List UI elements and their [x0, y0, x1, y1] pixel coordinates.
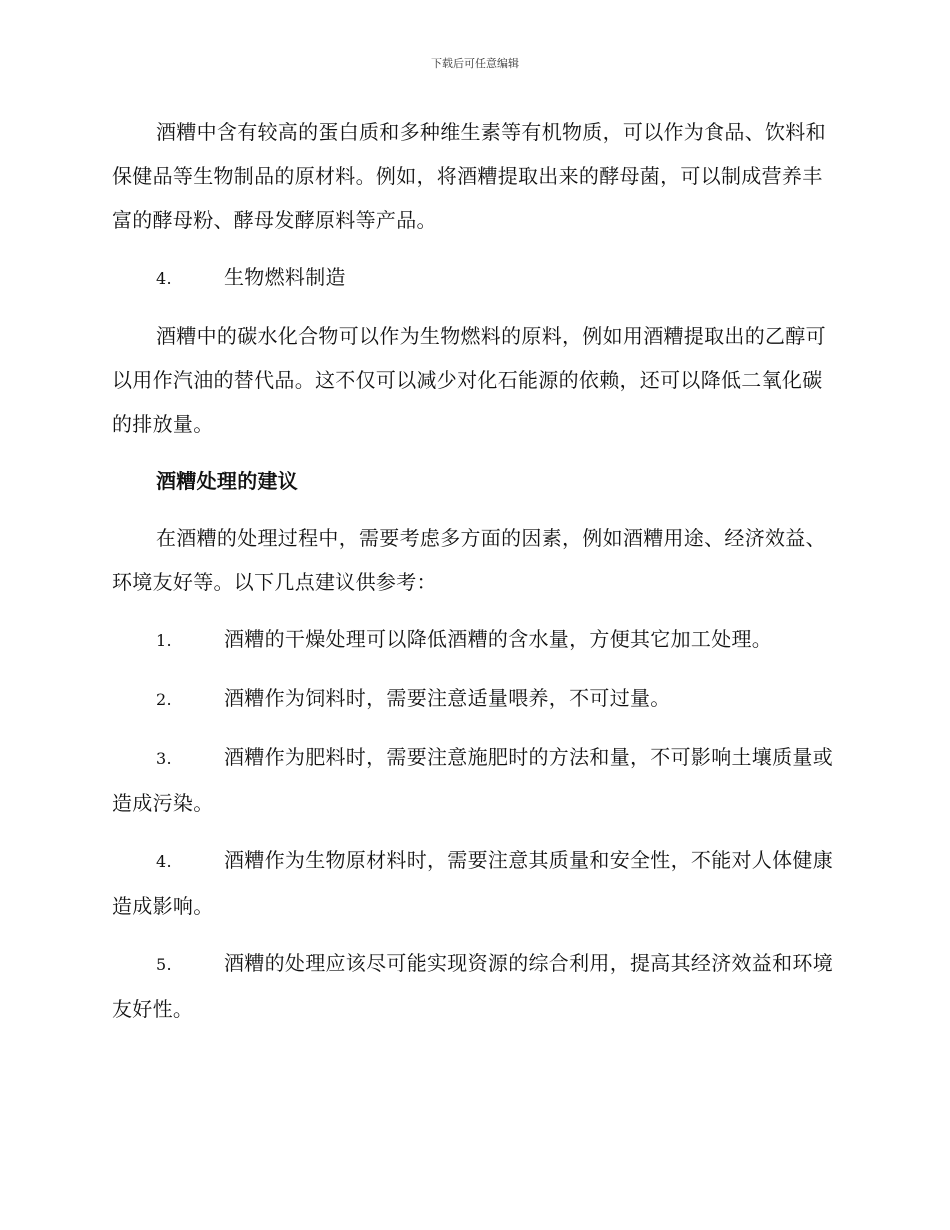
list-item-text: 酒糟作为肥料时，需要注意施肥时的方法和量，不可影响土壤质量或造成污染。 [112, 745, 833, 815]
list-item-text: 生物燃料制造 [224, 265, 346, 289]
list-item-biofuel [112, 255, 834, 301]
list-item-text: 酒糟的干燥处理可以降低酒糟的含水量，方便其它加工处理。 [224, 627, 773, 651]
suggestion-item-2 [112, 676, 834, 722]
list-item-text: 酒糟的处理应该尽可能实现资源的综合利用，提高其经济效益和环境友好性。 [112, 951, 833, 1021]
list-number: 2. [156, 690, 172, 709]
suggestion-item-4 [112, 838, 834, 928]
list-item-text: 酒糟作为生物原材料时，需要注意其质量和安全性，不能对人体健康造成影响。 [112, 848, 833, 918]
list-number: 4. [156, 269, 172, 288]
paragraph-bioproducts: 酒糟中含有较高的蛋白质和多种维生素等有机物质，可以作为食品、饮料和保健品等生物制品的原材料。例如，将酒糟提取出来的酵母菌，可以制成营养丰富的酵母粉、酵母发酵原料等产品。 [112, 120, 826, 232]
document-body [112, 110, 834, 1044]
paragraph-biofuel: 酒糟中的碳水化合物可以作为生物燃料的原料，例如用酒糟提取出的乙醇可以用作汽油的替代品。这不仅可以减少对化石能源的依赖，还可以降低二氧化碳的排放量。 [112, 324, 826, 436]
list-number: 1. [156, 631, 172, 650]
page-header: 下载后可任意编辑 [431, 57, 519, 70]
list-item-text: 酒糟作为饲料时，需要注意适量喂养，不可过量。 [224, 686, 671, 710]
list-number: 4. [156, 852, 172, 871]
paragraph-suggestions-intro: 在酒糟的处理过程中，需要考虑多方面的因素，例如酒糟用途、经济效益、环境友好等。以下几点建议供参考： [112, 526, 826, 594]
suggestion-item-1 [112, 617, 834, 663]
list-number: 5. [156, 955, 172, 974]
section-heading: 酒糟处理的建议 [156, 469, 299, 493]
suggestion-item-5 [112, 941, 834, 1031]
suggestion-item-3 [112, 735, 834, 825]
list-number: 3. [156, 749, 172, 768]
